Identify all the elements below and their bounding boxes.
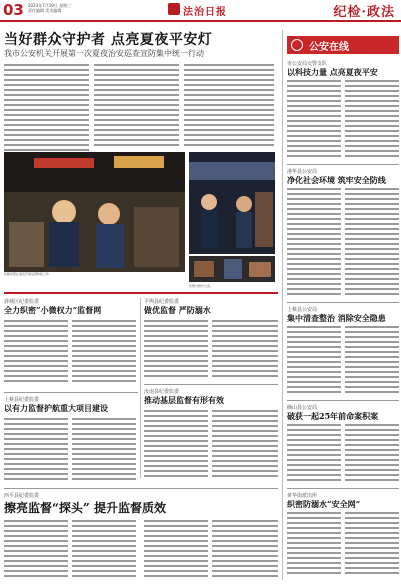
mid-article-4-kicker: 汝南县纪委监委	[144, 389, 180, 395]
mid-article-1-head	[4, 298, 139, 316]
bottom-article-title: 擦亮监督“探头” 提升监督质效	[4, 501, 166, 515]
mid-divider-right	[144, 384, 278, 385]
right-article-2-title: 净化社会环境 筑牢安全防线	[287, 175, 386, 185]
bottom-article-kicker: 西平县纪委监委	[4, 493, 40, 499]
right-divider-2	[287, 302, 399, 303]
masthead	[0, 0, 401, 22]
right-article-5-body-a	[287, 512, 341, 580]
right-divider-3	[287, 400, 399, 401]
mid-divider-vertical	[140, 298, 141, 478]
right-article-2-head	[287, 168, 399, 186]
police-badge-icon	[291, 39, 303, 51]
bottom-article-body-a	[4, 520, 68, 580]
mid-article-3-body-a	[4, 418, 68, 482]
section-title: 纪检·政法	[333, 5, 395, 20]
brand-box	[287, 36, 399, 54]
mid-article-3-head	[4, 396, 139, 414]
right-article-4-kicker: 确山县公安局	[287, 405, 318, 411]
right-article-5-body-b	[345, 512, 399, 580]
bottom-divider	[4, 488, 278, 489]
lead-photo-right-bottom	[189, 256, 275, 282]
right-article-1-body-b	[345, 80, 399, 160]
mid-article-4-body-a	[144, 410, 208, 482]
mid-article-2-head	[144, 298, 278, 316]
right-article-2-kicker: 港华县公安局	[287, 169, 318, 175]
brand-label: 公安在线	[309, 42, 349, 53]
mid-article-2-body-b	[212, 320, 278, 380]
right-article-1-title: 以科技力量 点亮夏夜平安	[287, 67, 378, 77]
mid-article-1-body-a	[4, 320, 68, 388]
lead-photo-right-top	[189, 152, 275, 254]
right-article-3-kicker: 上蔡县公安局	[287, 307, 318, 313]
mid-article-4-body-b	[212, 410, 278, 482]
right-article-3-head	[287, 306, 399, 324]
bottom-article-body-b	[72, 520, 136, 580]
right-article-4-body-a	[287, 424, 341, 484]
night-street-photo	[4, 152, 185, 272]
photo-caption-left: 执勤民警在夏夜开展巡逻防控工作。	[4, 272, 53, 276]
right-article-2-body-a	[287, 188, 341, 298]
mid-article-1-body-b	[72, 320, 136, 388]
mid-divider-left	[4, 392, 138, 393]
lead-subheadline: 我市公安机关开展第一次夏夜治安巡查宣防集中统一行动	[4, 49, 204, 58]
right-article-4-title: 破获一起25年前命案积案	[287, 411, 379, 421]
issue-meta	[28, 3, 71, 13]
mid-article-2-body-a	[144, 320, 208, 380]
lead-photo-left	[4, 152, 185, 272]
right-article-4-head	[287, 404, 399, 422]
logo-name: 法治日报	[183, 7, 227, 18]
right-article-5-title: 织密防溺水“安全网”	[287, 499, 361, 509]
logo-seal-icon	[168, 3, 180, 15]
page-number: 03	[3, 1, 24, 19]
mid-article-2-kicker: 平舆县纪委监委	[144, 299, 180, 305]
column-divider	[282, 30, 283, 580]
newspaper-logo	[168, 3, 250, 17]
mid-article-4-title: 推动基层监督有形有效	[144, 395, 224, 405]
night-street-photo-2	[189, 152, 275, 254]
right-article-5-head	[287, 492, 399, 510]
lead-body-col-3	[184, 64, 274, 150]
meta-editors: 责任编辑 美术编辑	[28, 8, 62, 13]
meta-date: 2023年7月19日 星期三	[28, 3, 72, 8]
lead-headline: 当好群众守护者 点亮夏夜平安灯	[4, 32, 213, 48]
right-article-5-kicker: 黄华街派出所	[287, 493, 318, 499]
section-divider	[4, 292, 278, 294]
right-article-1-kicker: 市公安局交警支队	[287, 61, 328, 67]
right-article-3-title: 集中清查整治 消除安全隐患	[287, 313, 386, 323]
night-street-photo-3	[189, 256, 275, 282]
mid-article-3-kicker: 上蔡县纪委监委	[4, 397, 40, 403]
right-article-3-body-b	[345, 326, 399, 396]
bottom-article-head	[4, 492, 278, 516]
lead-body-col-2	[94, 64, 179, 150]
right-article-1-body-a	[287, 80, 341, 160]
mid-article-2-title: 做优监督 严防溺水	[144, 305, 211, 315]
mid-article-3-body-b	[72, 418, 136, 482]
bottom-article-body-c	[144, 520, 208, 580]
bottom-article-body-d	[212, 520, 278, 580]
mid-article-4-head	[144, 388, 278, 406]
right-article-3-body-a	[287, 326, 341, 396]
mid-article-1-kicker: 驿城区纪委监委	[4, 299, 40, 305]
right-article-1-head	[287, 60, 399, 78]
photo-caption-right: 民警与群众交流。	[189, 284, 214, 288]
right-article-2-body-b	[345, 188, 399, 298]
right-article-4-body-b	[345, 424, 399, 484]
mid-article-3-title: 以有力监督护航重大项目建设	[4, 403, 108, 413]
right-divider-4	[287, 488, 399, 489]
right-divider-1	[287, 164, 399, 165]
mid-article-1-title: 全力织密“小微权力”监督网	[4, 305, 102, 315]
